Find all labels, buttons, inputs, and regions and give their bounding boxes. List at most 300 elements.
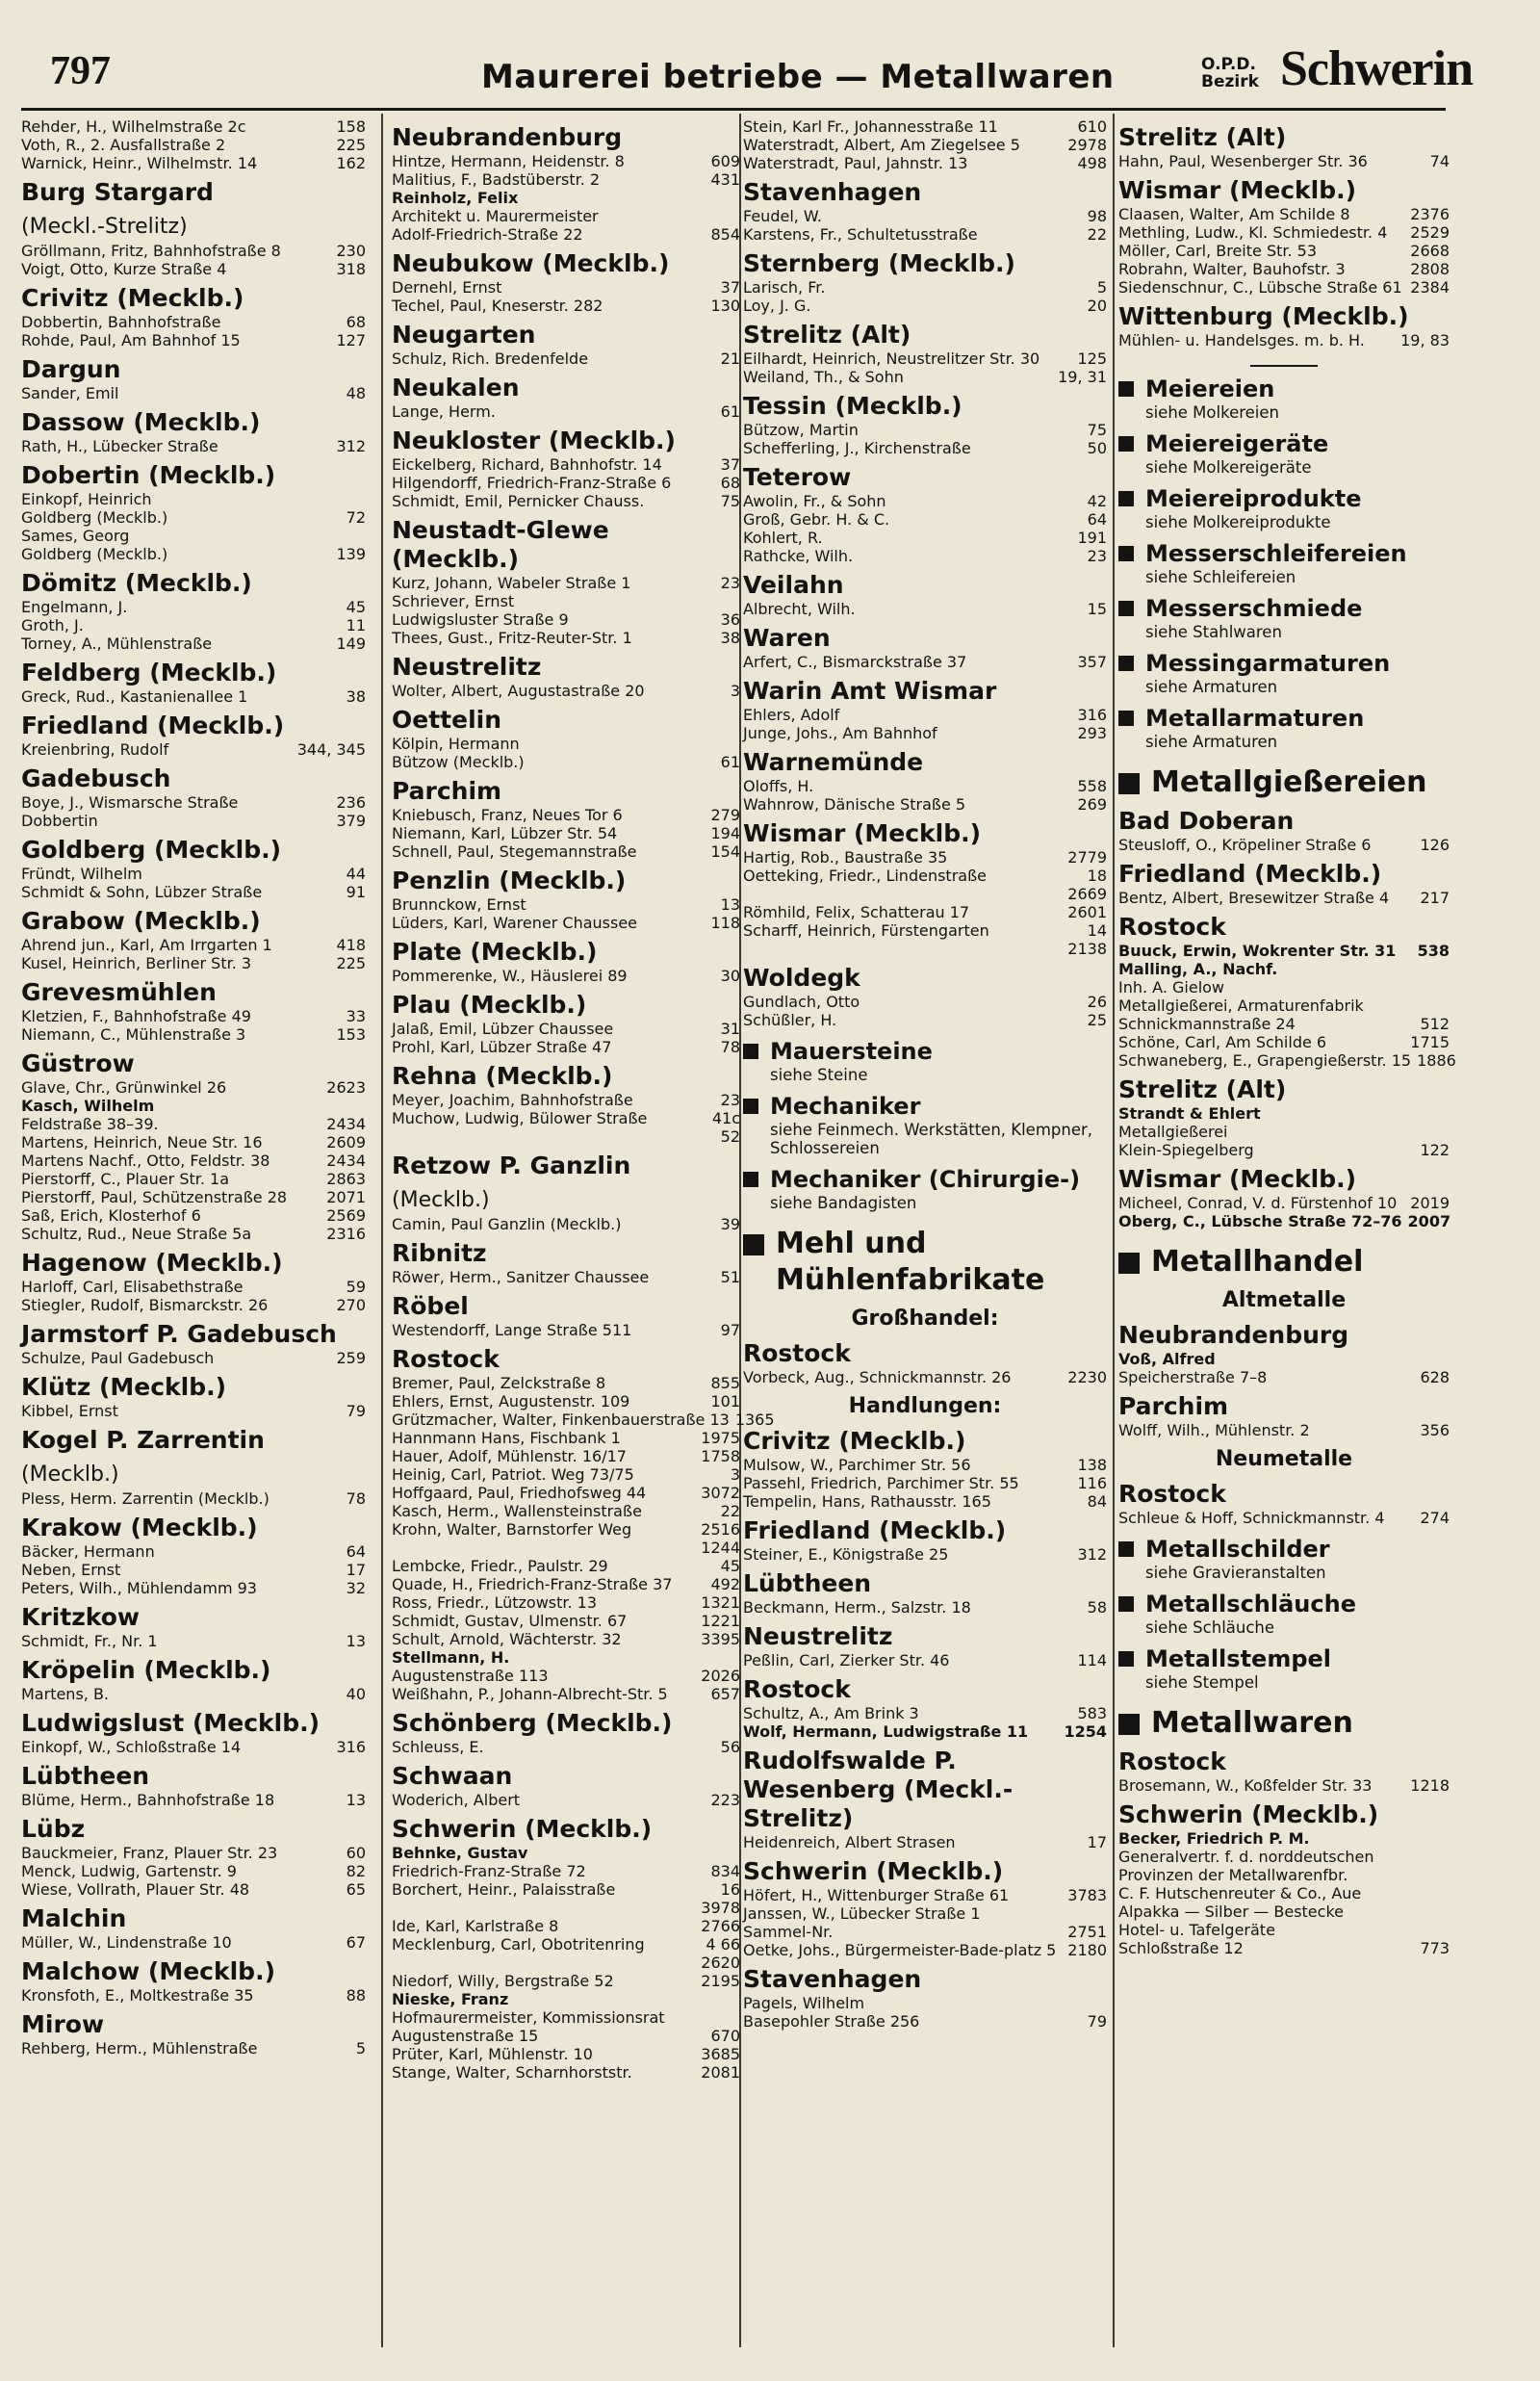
- entry-phone: 78: [346, 1489, 366, 1508]
- list-item: [392, 824, 740, 842]
- entry-name: Müller, W., Lindenstraße 10: [21, 1933, 232, 1952]
- place-heading: Woldegk: [743, 964, 860, 992]
- place-heading: Neukloster (Mecklb.): [392, 427, 676, 454]
- list-item: [392, 1880, 740, 1899]
- entry-name: Steiner, E., Königstraße 25: [743, 1545, 949, 1564]
- entry-phone: 274: [1420, 1509, 1450, 1527]
- list-item: [21, 437, 366, 455]
- entry-phone: 318: [336, 260, 366, 278]
- entry-phone: 13: [346, 1791, 366, 1809]
- place-heading: Retzow P. Ganzlin: [392, 1152, 631, 1179]
- list-item: [21, 1880, 366, 1899]
- list-item: [392, 967, 740, 985]
- place-heading: Friedland (Mecklb.): [21, 712, 285, 739]
- entry-name: Beckmann, Herm., Salzstr. 18: [743, 1598, 971, 1617]
- entry-name: Mulsow, W., Parchimer Str. 56: [743, 1456, 971, 1474]
- entry-name: Kletzien, F., Bahnhofstraße 49: [21, 1007, 251, 1025]
- entry-phone: 5: [355, 2039, 366, 2057]
- list-item: [21, 1402, 366, 1420]
- place-heading: Malchow (Mecklb.): [21, 1957, 276, 1985]
- place-heading: Rostock: [1118, 1480, 1226, 1508]
- bullet-square-icon: [1118, 601, 1134, 616]
- list-item: [743, 848, 1107, 867]
- entry-phone: 312: [336, 437, 366, 455]
- entry-phone: 60: [346, 1844, 366, 1862]
- list-item: [743, 1368, 1107, 1386]
- list-item: [392, 842, 740, 861]
- list-item: [392, 592, 740, 610]
- entry-name: Strandt & Ehlert: [1118, 1104, 1261, 1123]
- entry-name: Niemann, C., Mühlenstraße 3: [21, 1025, 246, 1044]
- place-heading: Rostock: [743, 1675, 851, 1703]
- entry-phone: 101: [710, 1392, 740, 1410]
- entry-phone: 162: [336, 154, 366, 172]
- list-item: [21, 793, 366, 812]
- entry-phone: 1886: [1417, 1051, 1456, 1070]
- entry-phone: [360, 527, 366, 545]
- list-item: [21, 1489, 366, 1508]
- list-item: [392, 207, 740, 225]
- entry-name: Methling, Ludw., Kl. Schmiedestr. 4: [1118, 223, 1388, 242]
- list-item: [1118, 1194, 1450, 1212]
- place-heading: Friedland (Mecklb.): [1118, 860, 1382, 888]
- entry-phone: [1444, 1921, 1450, 1939]
- entry-phone: 628: [1420, 1368, 1450, 1386]
- place-heading: (Mecklb.): [392, 1188, 490, 1212]
- list-item: [743, 1704, 1107, 1722]
- entry-name: Hahn, Paul, Wesenberger Str. 36: [1118, 152, 1368, 170]
- place-heading: (Mecklb.): [21, 1462, 119, 1487]
- entry-name: Warnick, Heinr., Wilhelmstr. 14: [21, 154, 258, 172]
- list-item: [743, 903, 1107, 921]
- place-heading: Kritzkow: [21, 1603, 140, 1631]
- entry-phone: 56: [720, 1738, 740, 1756]
- entry-phone: 5: [1096, 278, 1107, 297]
- entry-phone: 2071: [326, 1188, 366, 1206]
- entry-phone: 149: [336, 634, 366, 653]
- entry-phone: 97: [720, 1321, 740, 1339]
- entry-phone: 18: [1087, 867, 1107, 885]
- list-item: [743, 1011, 1107, 1029]
- entry-name: Schöne, Carl, Am Schilde 6: [1118, 1033, 1327, 1051]
- place-heading: Schwerin (Mecklb.): [743, 1857, 1004, 1885]
- entry-phone: 38: [720, 629, 740, 647]
- list-item: [392, 1917, 740, 1935]
- entry-phone: 127: [336, 331, 366, 349]
- entry-phone: 50: [1087, 439, 1107, 457]
- entry-name: Hoffgaard, Paul, Friedhofsweg 44: [392, 1484, 647, 1502]
- entry-phone: 558: [1077, 777, 1107, 795]
- entry-phone: 26: [1087, 993, 1107, 1011]
- entry-name: Architekt u. Maurermeister: [392, 207, 599, 225]
- entry-name: Schloßstraße 12: [1118, 1939, 1244, 1957]
- column-2: [392, 117, 775, 2082]
- place-heading: Lübtheen: [21, 1762, 150, 1790]
- category-heading: [1118, 1644, 1450, 1673]
- entry-phone: 2316: [326, 1225, 366, 1243]
- entry-phone: 59: [346, 1278, 366, 1296]
- list-item: [743, 706, 1107, 724]
- entry-name: Woderich, Albert: [392, 1791, 521, 1809]
- list-item: [21, 1986, 366, 2005]
- entry-name: Menck, Ludwig, Gartenstr. 9: [21, 1862, 237, 1880]
- sub-heading: Handlungen:: [848, 1394, 1002, 1418]
- list-item: [1118, 1509, 1450, 1527]
- list-item: [21, 1115, 366, 1133]
- cross-reference: siehe Gravieranstalten: [1145, 1564, 1326, 1582]
- category-title: Messerschmiede: [1145, 595, 1363, 622]
- entry-name: Rath, H., Lübecker Straße: [21, 437, 218, 455]
- entry-name: Meyer, Joachim, Bahnhofstraße: [392, 1091, 633, 1109]
- header-rule: [21, 108, 1446, 111]
- entry-name: Hauer, Adolf, Mühlenstr. 16/17: [392, 1447, 627, 1465]
- entry-phone: 1254: [1064, 1722, 1107, 1741]
- list-item: [743, 777, 1107, 795]
- entry-phone: 1221: [701, 1612, 740, 1630]
- entry-name: Kniebusch, Franz, Neues Tor 6: [392, 806, 623, 824]
- place-heading: Mirow: [21, 2010, 105, 2038]
- list-item: [1118, 978, 1450, 996]
- place-heading: Schwerin (Mecklb.): [1118, 1800, 1379, 1828]
- category-title: Metallwaren: [1151, 1706, 1353, 1740]
- entry-phone: 1321: [701, 1593, 740, 1612]
- entry-phone: 230: [336, 242, 366, 260]
- list-item: [392, 1990, 740, 2008]
- entry-name: Waterstradt, Paul, Jahnstr. 13: [743, 154, 968, 172]
- entry-name: Hannmann Hans, Fischbank 1: [392, 1429, 621, 1447]
- cross-reference: siehe Bandagisten: [770, 1194, 917, 1212]
- place-heading: Krakow (Mecklb.): [21, 1514, 258, 1541]
- category-title: Metallschläuche: [1145, 1591, 1356, 1618]
- list-item: [392, 1791, 740, 1809]
- entry-name: Schmidt & Sohn, Lübzer Straße: [21, 883, 263, 901]
- list-item: [392, 1374, 740, 1392]
- list-item: [21, 1542, 366, 1561]
- entry-name: Oloffs, H.: [743, 777, 814, 795]
- list-item: [743, 1456, 1107, 1474]
- entry-name: Dernehl, Ernst: [392, 278, 502, 297]
- entry-name: Wolff, Wilh., Mühlenstr. 2: [1118, 1421, 1310, 1439]
- list-item: [1118, 1123, 1450, 1141]
- list-item: [21, 1933, 366, 1952]
- entry-phone: 2384: [1410, 278, 1450, 297]
- category-heading: [1118, 764, 1450, 801]
- entry-phone: 431: [710, 170, 740, 189]
- entry-name: Peßlin, Carl, Zierker Str. 46: [743, 1651, 950, 1669]
- list-item: [392, 1685, 740, 1703]
- list-item: [392, 914, 740, 932]
- entry-phone: [1444, 978, 1450, 996]
- entry-name: Prohl, Karl, Lübzer Straße 47: [392, 1038, 612, 1056]
- entry-phone: [360, 490, 366, 508]
- entry-phone: [734, 1648, 740, 1667]
- entry-name: Grützmacher, Walter, Finkenbauerstraße 13: [392, 1410, 730, 1429]
- place-heading: Burg Stargard: [21, 178, 214, 206]
- list-item: [392, 1429, 740, 1447]
- list-item: [392, 1465, 740, 1484]
- list-item: [392, 895, 740, 914]
- entry-phone: 37: [720, 455, 740, 474]
- bullet-square-icon: [1118, 546, 1134, 561]
- entry-name: Rohde, Paul, Am Bahnhof 15: [21, 331, 241, 349]
- list-item: [392, 1612, 740, 1630]
- entry-phone: 88: [346, 1986, 366, 2005]
- list-item: [392, 1392, 740, 1410]
- entry-phone: 79: [1087, 2012, 1107, 2031]
- entry-phone: 344, 345: [296, 740, 366, 759]
- entry-phone: 259: [336, 1349, 366, 1367]
- list-item: [743, 921, 1107, 940]
- list-item: [1118, 1368, 1450, 1386]
- entry-phone: [1101, 1904, 1107, 1923]
- list-item: [392, 682, 740, 700]
- list-item: [392, 1575, 740, 1593]
- place-heading: Dargun: [21, 355, 121, 383]
- list-item: [1118, 1884, 1450, 1902]
- list-item: [743, 1886, 1107, 1904]
- entry-phone: 65: [346, 1880, 366, 1899]
- list-item: [392, 1109, 740, 1127]
- entry-name: Schult, Arnold, Wächterstr. 32: [392, 1630, 622, 1648]
- entry-name: Hofmaurermeister, Kommissionsrat: [392, 2008, 665, 2027]
- place-heading: Jarmstorf P. Gadebusch: [21, 1320, 337, 1348]
- entry-name: Kreienbring, Rudolf: [21, 740, 169, 759]
- entry-phone: 2623: [326, 1078, 366, 1097]
- entry-phone: 11: [346, 616, 366, 634]
- entry-phone: 39: [720, 1215, 740, 1233]
- entry-name: Brunnckow, Ernst: [392, 895, 526, 914]
- entry-name: Dobbertin: [21, 812, 98, 830]
- category-title: Messerschleifereien: [1145, 540, 1407, 567]
- entry-name: Wahnrow, Dänische Straße 5: [743, 795, 966, 814]
- entry-name: Voigt, Otto, Kurze Straße 4: [21, 260, 227, 278]
- list-item: [21, 1738, 366, 1756]
- entry-name: Groth, J.: [21, 616, 84, 634]
- entry-phone: 30: [720, 967, 740, 985]
- entry-phone: 3395: [701, 1630, 740, 1648]
- entry-phone: 78: [720, 1038, 740, 1056]
- entry-phone: 670: [710, 2027, 740, 2045]
- place-heading: Stavenhagen: [743, 178, 922, 206]
- entry-phone: 114: [1077, 1651, 1107, 1669]
- list-item: [1118, 996, 1450, 1015]
- entry-phone: 1244: [701, 1539, 740, 1557]
- opd-label: [1201, 56, 1259, 91]
- entry-name: Schriever, Ernst: [392, 592, 515, 610]
- bullet-square-icon: [743, 1099, 758, 1114]
- list-item: [743, 547, 1107, 565]
- entry-name: Bauckmeier, Franz, Plauer Str. 23: [21, 1844, 278, 1862]
- entry-phone: 23: [720, 1091, 740, 1109]
- column-divider: [1113, 114, 1115, 2347]
- entry-phone: 40: [346, 1685, 366, 1703]
- place-heading: Stavenhagen: [743, 1965, 922, 1993]
- bullet-square-icon: [1118, 1596, 1134, 1612]
- entry-name: Augustenstraße 15: [392, 2027, 539, 2045]
- entry-phone: [734, 2008, 740, 2027]
- entry-phone: 225: [336, 954, 366, 972]
- entry-name: Stiegler, Rudolf, Bismarckstr. 26: [21, 1296, 269, 1314]
- entry-name: Karstens, Fr., Schultetusstraße: [743, 225, 978, 244]
- list-item: [1118, 205, 1450, 223]
- entry-phone: 130: [710, 297, 740, 315]
- entry-phone: 2019: [1410, 1194, 1450, 1212]
- list-item: [392, 1557, 740, 1575]
- entry-phone: 126: [1420, 836, 1450, 854]
- entry-phone: 854: [710, 225, 740, 244]
- entry-name: Speicherstraße 7–8: [1118, 1368, 1268, 1386]
- entry-phone: 610: [1077, 117, 1107, 136]
- entry-phone: [1444, 1902, 1450, 1921]
- category-heading: [1118, 375, 1450, 403]
- entry-phone: 223: [710, 1791, 740, 1809]
- category-title: Metallschilder: [1145, 1536, 1330, 1563]
- category-title: Mauersteine: [770, 1038, 933, 1065]
- entry-name: Junge, Johs., Am Bahnhof: [743, 724, 937, 742]
- entry-phone: 37: [720, 278, 740, 297]
- entry-name: Möller, Carl, Breite Str. 53: [1118, 242, 1318, 260]
- bullet-square-icon: [1118, 656, 1134, 671]
- entry-phone: 52: [720, 1127, 740, 1146]
- entry-name: Bäcker, Hermann: [21, 1542, 155, 1561]
- entry-name: Martens, Heinrich, Neue Str. 16: [21, 1133, 263, 1152]
- entry-phone: 82: [346, 1862, 366, 1880]
- entry-name: Bützow, Martin: [743, 421, 859, 439]
- place-heading: Rudolfswalde P. Wesenberg (Meckl.-Strelitz): [743, 1747, 1014, 1832]
- column-4: [1118, 117, 1456, 1957]
- place-heading: Friedland (Mecklb.): [743, 1516, 1007, 1544]
- entry-name: Techel, Paul, Kneserstr. 282: [392, 297, 603, 315]
- entry-name: Borchert, Heinr., Palaisstraße: [392, 1880, 616, 1899]
- entry-name: Oetke, Johs., Bürgermeister-Bade-platz 5: [743, 1941, 1057, 1959]
- entry-phone: 58: [1087, 1598, 1107, 1617]
- entry-phone: 316: [1077, 706, 1107, 724]
- entry-phone: 3072: [701, 1484, 740, 1502]
- entry-phone: 68: [720, 474, 740, 492]
- entry-name: Boye, J., Wismarsche Straße: [21, 793, 239, 812]
- entry-name: Rathcke, Wilh.: [743, 547, 854, 565]
- place-heading: Neubrandenburg: [392, 123, 623, 151]
- category-heading: [743, 1226, 1107, 1262]
- entry-phone: 2668: [1410, 242, 1450, 260]
- list-item: [21, 1097, 366, 1115]
- entry-phone: 116: [1077, 1474, 1107, 1492]
- entry-phone: 17: [1087, 1833, 1107, 1851]
- entry-phone: 118: [710, 914, 740, 932]
- entry-name: Martens Nachf., Otto, Feldstr. 38: [21, 1152, 270, 1170]
- entry-name: Muchow, Ludwig, Bülower Straße: [392, 1109, 648, 1127]
- list-item: [21, 384, 366, 402]
- entry-name: Niedorf, Willy, Bergstraße 52: [392, 1972, 614, 1990]
- place-heading: Penzlin (Mecklb.): [392, 867, 627, 894]
- list-item: [743, 1722, 1107, 1741]
- bullet-square-icon: [743, 1234, 764, 1255]
- place-heading: Rostock: [1118, 913, 1226, 941]
- list-item: [21, 545, 366, 563]
- entry-name: Stellmann, H.: [392, 1648, 510, 1667]
- entry-name: Schwaneberg, E., Grapengießerstr. 15: [1118, 1051, 1412, 1070]
- cross-reference: siehe Steine: [770, 1066, 868, 1084]
- entry-name: Behnke, Gustav: [392, 1844, 528, 1862]
- entry-phone: 2779: [1067, 848, 1107, 867]
- list-item: [392, 1038, 740, 1056]
- entry-phone: 1758: [701, 1447, 740, 1465]
- entry-phone: 153: [336, 1025, 366, 1044]
- bullet-square-icon: [1118, 436, 1134, 452]
- column-3: [743, 117, 1107, 2031]
- list-item: [743, 225, 1107, 244]
- entry-phone: 2180: [1067, 1941, 1107, 1959]
- entry-phone: 609: [710, 152, 740, 170]
- list-item: [1118, 1902, 1450, 1921]
- list-item: [392, 1410, 775, 1429]
- entry-phone: 3978: [701, 1899, 740, 1917]
- entry-phone: 657: [710, 1685, 740, 1703]
- list-item: [1118, 942, 1450, 960]
- place-heading: Schwerin (Mecklb.): [392, 1815, 653, 1843]
- list-item: [392, 2027, 740, 2045]
- list-item: [392, 574, 740, 592]
- list-item: [743, 1904, 1107, 1923]
- page-title: Maurerei betriebe — Metallwaren: [481, 58, 1115, 96]
- entry-name: Thees, Gust., Fritz-Reuter-Str. 1: [392, 629, 632, 647]
- entry-name: Schmidt, Fr., Nr. 1: [21, 1632, 158, 1650]
- list-item: [392, 455, 740, 474]
- entry-name: Schulz, Rich. Bredenfelde: [392, 349, 589, 368]
- entry-phone: 2434: [326, 1115, 366, 1133]
- entry-phone: 19, 83: [1400, 331, 1450, 349]
- entry-name: Claasen, Walter, Am Schilde 8: [1118, 205, 1350, 223]
- entry-name: Sames, Georg: [21, 527, 130, 545]
- place-heading: Schönberg (Mecklb.): [392, 1709, 673, 1737]
- list-item: [21, 508, 366, 527]
- entry-name: Robrahn, Walter, Bauhofstr. 3: [1118, 260, 1346, 278]
- entry-phone: [1444, 996, 1450, 1015]
- list-item: [1118, 1212, 1450, 1230]
- entry-name: Albrecht, Wilh.: [743, 600, 856, 618]
- entry-phone: 84: [1087, 1492, 1107, 1511]
- list-item: [392, 1215, 740, 1233]
- place-heading: Dassow (Mecklb.): [21, 408, 261, 436]
- list-item: [743, 885, 1107, 903]
- place-heading: Crivitz (Mecklb.): [21, 284, 244, 312]
- entry-name: Malitius, F., Badstüberstr. 2: [392, 170, 601, 189]
- place-heading: Strelitz (Alt): [1118, 123, 1287, 151]
- list-item: [743, 136, 1107, 154]
- entry-name: Metallgießerei, Armaturenfabrik: [1118, 996, 1364, 1015]
- list-item: [392, 1502, 740, 1520]
- entry-name: Adolf-Friedrich-Straße 22: [392, 225, 583, 244]
- entry-name: Ahrend jun., Karl, Am Irrgarten 1: [21, 936, 272, 954]
- entry-phone: 61: [720, 753, 740, 771]
- entry-name: Mühlen- u. Handelsges. m. b. H.: [1118, 331, 1365, 349]
- place-heading: Klütz (Mecklb.): [21, 1373, 227, 1401]
- category-heading: [1118, 1705, 1450, 1742]
- entry-phone: [1444, 1350, 1450, 1368]
- entry-phone: [1444, 1104, 1450, 1123]
- entry-phone: 855: [710, 1374, 740, 1392]
- entry-name: Hotel- u. Tafelgeräte: [1118, 1921, 1275, 1939]
- list-item: [21, 883, 366, 901]
- cross-reference: siehe Armaturen: [1145, 678, 1278, 696]
- list-item: [392, 170, 740, 189]
- cross-reference: siehe Armaturen: [1145, 733, 1278, 751]
- list-item: [21, 117, 366, 136]
- entry-phone: 20: [1087, 297, 1107, 315]
- entry-name: Loy, J. G.: [743, 297, 811, 315]
- place-heading: Kogel P. Zarrentin: [21, 1426, 265, 1454]
- entry-name: Kibbel, Ernst: [21, 1402, 118, 1420]
